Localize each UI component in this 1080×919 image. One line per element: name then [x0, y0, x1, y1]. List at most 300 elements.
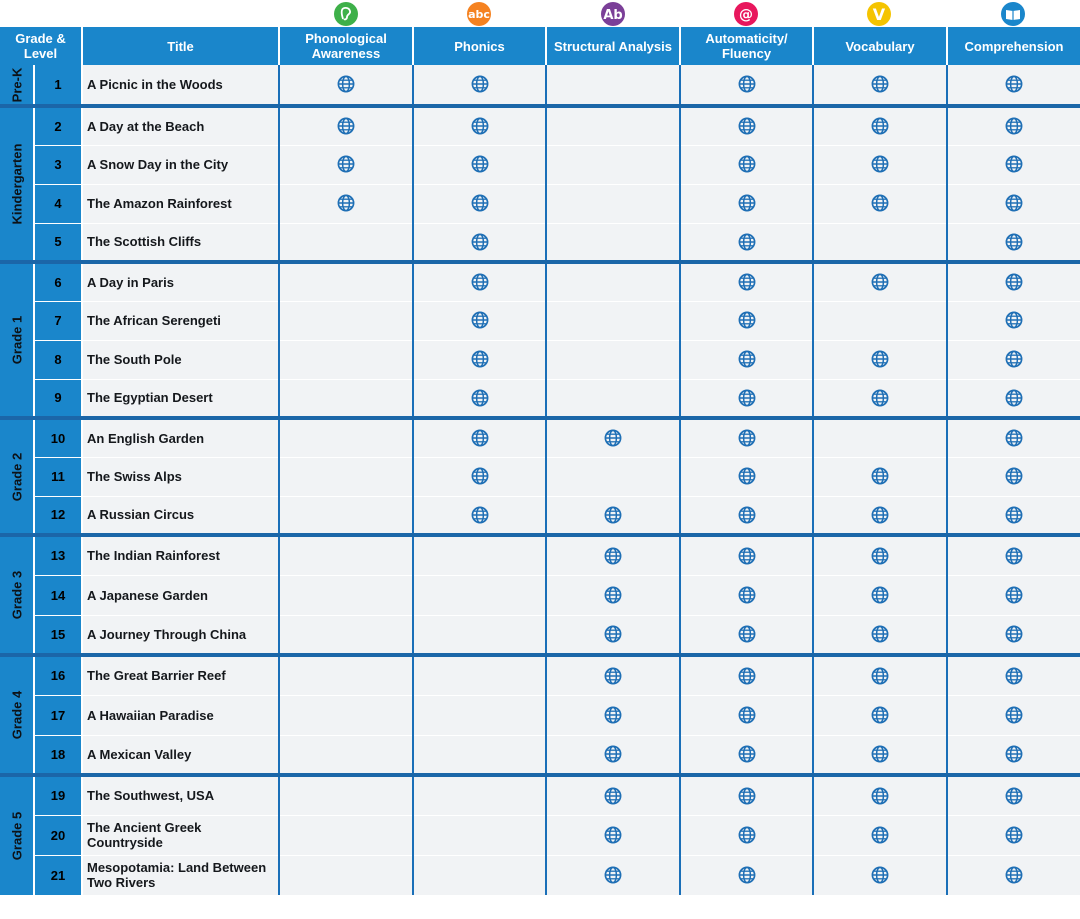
globe-icon[interactable] — [871, 389, 889, 406]
table-row — [0, 262, 1080, 301]
grade-label: Grade 3 — [9, 570, 24, 620]
skill-cell — [279, 735, 413, 775]
globe-icon[interactable] — [871, 625, 889, 642]
skill-cell — [947, 418, 1080, 457]
skill-cell — [546, 815, 680, 855]
globe-icon[interactable] — [738, 351, 756, 368]
globe-icon[interactable] — [471, 117, 489, 134]
level-number: 8 — [34, 340, 82, 379]
globe-icon[interactable] — [604, 625, 622, 642]
skill-cell — [813, 457, 947, 496]
globe-icon[interactable] — [871, 156, 889, 173]
globe-icon[interactable] — [1005, 273, 1023, 290]
globe-icon[interactable] — [1005, 667, 1023, 684]
globe-icon[interactable] — [604, 586, 622, 603]
globe-icon[interactable] — [738, 787, 756, 804]
globe-icon[interactable] — [1005, 312, 1023, 329]
grade-label: Grade 2 — [9, 452, 24, 501]
skill-cell — [413, 379, 546, 418]
book-icon — [1000, 1, 1026, 27]
globe-icon[interactable] — [604, 667, 622, 684]
level-number: 21 — [34, 855, 82, 895]
book-title: The South Pole — [82, 340, 279, 379]
skill-cell — [413, 575, 546, 615]
table-row — [0, 184, 1080, 223]
globe-icon[interactable] — [738, 866, 756, 883]
level-number: 6 — [34, 262, 82, 301]
skill-cell — [947, 496, 1080, 535]
skill-cell — [680, 535, 813, 575]
skill-cell — [279, 695, 413, 735]
globe-icon[interactable] — [471, 76, 489, 93]
skill-cell — [279, 815, 413, 855]
skill-cell — [546, 145, 680, 184]
level-number: 3 — [34, 145, 82, 184]
level-number: 13 — [34, 535, 82, 575]
grade-cell — [0, 418, 34, 535]
globe-icon[interactable] — [871, 586, 889, 603]
header-row — [0, 27, 1080, 65]
globe-icon[interactable] — [471, 233, 489, 250]
book-title: A Picnic in the Woods — [82, 65, 279, 106]
globe-icon[interactable] — [871, 351, 889, 368]
skill-cell — [413, 301, 546, 340]
skill-cell — [680, 106, 813, 145]
skill-cell — [413, 815, 546, 855]
globe-icon[interactable] — [871, 117, 889, 134]
skill-cell — [813, 775, 947, 815]
globe-icon[interactable] — [738, 429, 756, 446]
skill-cell — [813, 855, 947, 895]
skill-cell — [680, 735, 813, 775]
level-number: 2 — [34, 106, 82, 145]
skill-cell — [413, 184, 546, 223]
skill-cell — [546, 184, 680, 223]
globe-icon[interactable] — [337, 156, 355, 173]
skill-cell — [279, 496, 413, 535]
v-letter-icon — [866, 1, 892, 27]
globe-icon[interactable] — [337, 117, 355, 134]
globe-icon[interactable] — [337, 76, 355, 93]
globe-icon[interactable] — [1005, 351, 1023, 368]
skill-cell — [546, 575, 680, 615]
globe-icon[interactable] — [871, 667, 889, 684]
skill-cell — [813, 184, 947, 223]
table-row — [0, 340, 1080, 379]
skill-cell — [413, 655, 546, 695]
globe-icon[interactable] — [738, 389, 756, 406]
title-header: Title — [82, 27, 279, 65]
grade-cell — [0, 262, 34, 418]
category-header: Phonological Awareness — [279, 27, 413, 65]
lesson-table-body — [0, 65, 1080, 895]
skill-cell — [947, 775, 1080, 815]
skill-cell — [680, 223, 813, 262]
skill-cell — [279, 145, 413, 184]
level-number: 16 — [34, 655, 82, 695]
skill-cell — [413, 262, 546, 301]
skill-cell — [413, 418, 546, 457]
abc-icon — [466, 1, 492, 27]
globe-icon[interactable] — [1005, 468, 1023, 485]
skill-cell — [813, 655, 947, 695]
globe-icon[interactable] — [738, 195, 756, 212]
skill-cell — [813, 379, 947, 418]
table-row — [0, 496, 1080, 535]
skill-cell — [813, 145, 947, 184]
skill-cell — [947, 223, 1080, 262]
skill-cell — [413, 615, 546, 655]
globe-icon[interactable] — [738, 826, 756, 843]
skill-cell — [680, 855, 813, 895]
book-title: An English Garden — [82, 418, 279, 457]
level-number: 7 — [34, 301, 82, 340]
globe-icon[interactable] — [871, 468, 889, 485]
ab-icon — [600, 1, 626, 27]
table-row — [0, 418, 1080, 457]
globe-icon[interactable] — [1005, 389, 1023, 406]
table-row — [0, 575, 1080, 615]
globe-icon[interactable] — [738, 233, 756, 250]
skill-cell — [546, 457, 680, 496]
level-number: 11 — [34, 457, 82, 496]
globe-icon[interactable] — [604, 429, 622, 446]
grade-label: Kindergarten — [9, 143, 24, 225]
grade-level-header: Grade & Level — [0, 27, 82, 65]
grade-label: Grade 1 — [9, 315, 24, 365]
skill-cell — [413, 457, 546, 496]
skill-cell — [413, 223, 546, 262]
level-number: 18 — [34, 735, 82, 775]
skill-cell — [546, 340, 680, 379]
skill-cell — [947, 735, 1080, 775]
globe-icon[interactable] — [604, 547, 622, 564]
globe-icon[interactable] — [871, 745, 889, 762]
svg-text:Ab: Ab — [603, 8, 623, 23]
globe-icon[interactable] — [738, 745, 756, 762]
globe-icon[interactable] — [871, 506, 889, 523]
globe-icon[interactable] — [738, 506, 756, 523]
skill-cell — [279, 615, 413, 655]
svg-text:@: @ — [739, 7, 753, 23]
svg-text:V: V — [872, 5, 886, 24]
level-number: 9 — [34, 379, 82, 418]
skill-cell — [947, 301, 1080, 340]
skill-cell — [947, 575, 1080, 615]
table-row — [0, 535, 1080, 575]
skill-cell — [680, 575, 813, 615]
skill-cell — [947, 615, 1080, 655]
globe-icon[interactable] — [604, 787, 622, 804]
skill-cell — [947, 145, 1080, 184]
grade-label: Grade 4 — [9, 690, 24, 740]
skill-cell — [813, 535, 947, 575]
globe-icon[interactable] — [871, 866, 889, 883]
skill-cell — [546, 855, 680, 895]
skill-cell — [947, 655, 1080, 695]
skill-cell — [813, 695, 947, 735]
skill-cell — [813, 615, 947, 655]
grade-cell — [0, 106, 34, 262]
level-number: 20 — [34, 815, 82, 855]
skill-cell — [680, 340, 813, 379]
svg-text:abc: abc — [468, 8, 490, 21]
globe-icon[interactable] — [604, 745, 622, 762]
skill-cell — [813, 340, 947, 379]
globe-icon[interactable] — [471, 312, 489, 329]
table-row — [0, 457, 1080, 496]
skill-cell — [279, 535, 413, 575]
skill-cell — [279, 106, 413, 145]
book-title: A Snow Day in the City — [82, 145, 279, 184]
lesson-table — [0, 27, 1080, 895]
globe-icon[interactable] — [1005, 76, 1023, 93]
book-title: A Japanese Garden — [82, 575, 279, 615]
skill-cell — [546, 379, 680, 418]
category-header: Automaticity/ Fluency — [680, 27, 813, 65]
table-row — [0, 655, 1080, 695]
globe-icon[interactable] — [1005, 156, 1023, 173]
globe-icon[interactable] — [871, 273, 889, 290]
globe-icon[interactable] — [1005, 195, 1023, 212]
skill-cell — [947, 855, 1080, 895]
level-number: 19 — [34, 775, 82, 815]
globe-icon[interactable] — [1005, 233, 1023, 250]
globe-icon[interactable] — [1005, 787, 1023, 804]
table-row — [0, 65, 1080, 106]
globe-icon[interactable] — [738, 547, 756, 564]
skill-cell — [680, 496, 813, 535]
globe-icon[interactable] — [604, 826, 622, 843]
skill-cell — [680, 301, 813, 340]
globe-icon[interactable] — [738, 117, 756, 134]
level-number: 10 — [34, 418, 82, 457]
skill-cell — [279, 457, 413, 496]
globe-icon[interactable] — [738, 468, 756, 485]
table-row — [0, 223, 1080, 262]
globe-icon[interactable] — [604, 506, 622, 523]
skill-cell — [947, 535, 1080, 575]
globe-icon[interactable] — [871, 826, 889, 843]
skill-cell — [546, 418, 680, 457]
globe-icon[interactable] — [1005, 745, 1023, 762]
skill-cell — [279, 775, 413, 815]
globe-icon[interactable] — [1005, 117, 1023, 134]
table-row — [0, 815, 1080, 855]
skill-cell — [546, 223, 680, 262]
globe-icon[interactable] — [738, 273, 756, 290]
skill-cell — [680, 65, 813, 106]
globe-icon[interactable] — [1005, 547, 1023, 564]
skill-cell — [947, 184, 1080, 223]
at-sign-icon — [733, 1, 759, 27]
skill-cell — [813, 815, 947, 855]
skill-cell — [813, 418, 947, 457]
skill-cell — [813, 301, 947, 340]
level-number: 1 — [34, 65, 82, 106]
skill-cell — [947, 106, 1080, 145]
globe-icon[interactable] — [471, 351, 489, 368]
skill-cell — [947, 262, 1080, 301]
skill-cell — [279, 223, 413, 262]
globe-icon[interactable] — [1005, 826, 1023, 843]
table-row — [0, 379, 1080, 418]
skill-cell — [546, 301, 680, 340]
globe-icon[interactable] — [1005, 866, 1023, 883]
table-row — [0, 301, 1080, 340]
table-row — [0, 106, 1080, 145]
grade-cell — [0, 535, 34, 655]
globe-icon[interactable] — [871, 706, 889, 723]
skill-cell — [279, 301, 413, 340]
book-title: The Southwest, USA — [82, 775, 279, 815]
globe-icon[interactable] — [738, 156, 756, 173]
globe-icon[interactable] — [871, 547, 889, 564]
skill-cell — [413, 145, 546, 184]
book-title: The Great Barrier Reef — [82, 655, 279, 695]
skill-cell — [413, 695, 546, 735]
globe-icon[interactable] — [471, 506, 489, 523]
table-row — [0, 695, 1080, 735]
level-number: 4 — [34, 184, 82, 223]
skill-cell — [279, 379, 413, 418]
skill-cell — [813, 735, 947, 775]
skill-cell — [546, 496, 680, 535]
skill-cell — [680, 184, 813, 223]
globe-icon[interactable] — [738, 667, 756, 684]
skill-cell — [279, 340, 413, 379]
book-title: Mesopotamia: Land Between Two Rivers — [82, 855, 279, 895]
skill-cell — [279, 184, 413, 223]
skill-cell — [279, 575, 413, 615]
grade-label: Grade 5 — [9, 811, 24, 861]
globe-icon[interactable] — [1005, 586, 1023, 603]
category-header: Comprehension — [947, 27, 1080, 65]
grade-label: Pre-K — [9, 67, 24, 102]
book-title: A Mexican Valley — [82, 735, 279, 775]
book-title: A Russian Circus — [82, 496, 279, 535]
category-header: Phonics — [413, 27, 546, 65]
skill-cell — [680, 379, 813, 418]
skill-cell — [813, 496, 947, 535]
skill-cell — [413, 535, 546, 575]
globe-icon[interactable] — [738, 586, 756, 603]
globe-icon[interactable] — [471, 273, 489, 290]
category-header: Structural Analysis — [546, 27, 680, 65]
globe-icon[interactable] — [871, 195, 889, 212]
skill-cell — [947, 379, 1080, 418]
skill-cell — [413, 775, 546, 815]
skill-cell — [546, 655, 680, 695]
globe-icon[interactable] — [738, 76, 756, 93]
skill-cell — [413, 106, 546, 145]
table-row — [0, 855, 1080, 895]
skill-cell — [546, 735, 680, 775]
skill-cell — [947, 457, 1080, 496]
globe-icon[interactable] — [1005, 506, 1023, 523]
skill-cell — [546, 775, 680, 815]
globe-icon[interactable] — [471, 195, 489, 212]
book-title: The African Serengeti — [82, 301, 279, 340]
skill-cell — [413, 496, 546, 535]
skill-cell — [813, 65, 947, 106]
globe-icon[interactable] — [604, 866, 622, 883]
globe-icon[interactable] — [1005, 625, 1023, 642]
skill-cell — [813, 223, 947, 262]
table-row — [0, 735, 1080, 775]
skill-cell — [680, 145, 813, 184]
skill-cell — [680, 655, 813, 695]
globe-icon[interactable] — [1005, 429, 1023, 446]
book-title: A Day in Paris — [82, 262, 279, 301]
skill-cell — [413, 735, 546, 775]
skill-cell — [546, 615, 680, 655]
globe-icon[interactable] — [471, 468, 489, 485]
skill-cell — [680, 457, 813, 496]
table-row — [0, 615, 1080, 655]
globe-icon[interactable] — [1005, 706, 1023, 723]
skill-cell — [680, 695, 813, 735]
skill-cell — [546, 535, 680, 575]
globe-icon[interactable] — [738, 312, 756, 329]
level-number: 12 — [34, 496, 82, 535]
skill-cell — [680, 615, 813, 655]
skill-cell — [680, 775, 813, 815]
skill-cell — [413, 855, 546, 895]
table-row — [0, 145, 1080, 184]
level-number: 14 — [34, 575, 82, 615]
book-title: A Hawaiian Paradise — [82, 695, 279, 735]
skill-cell — [546, 262, 680, 301]
globe-icon[interactable] — [471, 156, 489, 173]
book-title: The Egyptian Desert — [82, 379, 279, 418]
book-title: The Indian Rainforest — [82, 535, 279, 575]
level-number: 5 — [34, 223, 82, 262]
category-header: Vocabulary — [813, 27, 947, 65]
book-title: A Journey Through China — [82, 615, 279, 655]
level-number: 15 — [34, 615, 82, 655]
globe-icon[interactable] — [871, 76, 889, 93]
table-row — [0, 775, 1080, 815]
skill-cell — [947, 340, 1080, 379]
book-title: The Swiss Alps — [82, 457, 279, 496]
skill-cell — [680, 815, 813, 855]
skill-cell — [279, 855, 413, 895]
skill-cell — [680, 262, 813, 301]
globe-icon[interactable] — [738, 706, 756, 723]
skill-cell — [279, 262, 413, 301]
globe-icon[interactable] — [604, 706, 622, 723]
ear-icon — [333, 1, 359, 27]
skill-cell — [947, 695, 1080, 735]
grade-cell — [0, 65, 34, 106]
book-title: The Ancient Greek Countryside — [82, 815, 279, 855]
skill-cell — [413, 65, 546, 106]
skill-cell — [546, 106, 680, 145]
book-title: The Amazon Rainforest — [82, 184, 279, 223]
skill-cell — [813, 575, 947, 615]
book-title: A Day at the Beach — [82, 106, 279, 145]
globe-icon[interactable] — [471, 429, 489, 446]
skill-cell — [279, 65, 413, 106]
skill-cell — [546, 65, 680, 106]
globe-icon[interactable] — [738, 625, 756, 642]
skill-cell — [546, 695, 680, 735]
globe-icon[interactable] — [471, 389, 489, 406]
globe-icon[interactable] — [871, 787, 889, 804]
skill-cell — [947, 815, 1080, 855]
globe-icon[interactable] — [337, 195, 355, 212]
